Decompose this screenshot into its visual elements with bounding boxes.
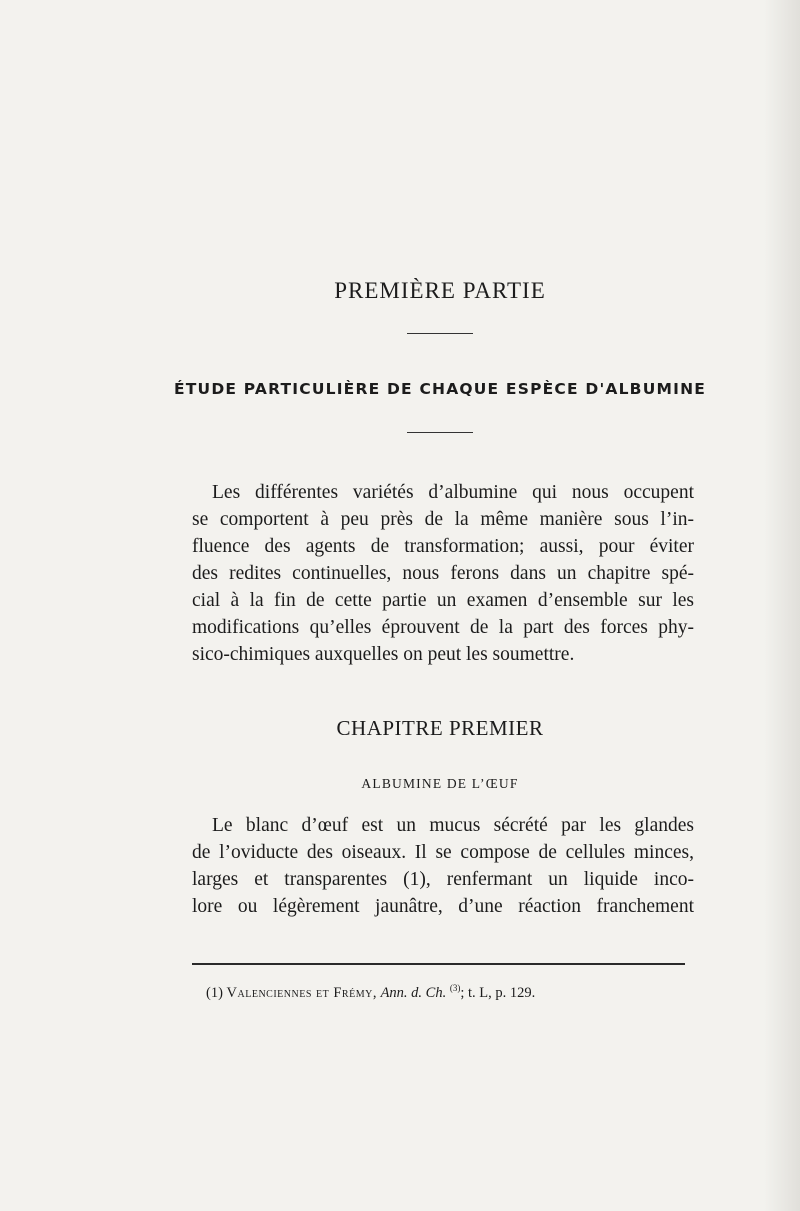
intro-line: sico-chimiques auxquelles on peut les soumettre. [192, 644, 575, 665]
chapter-line: de l’oviducte des oiseaux. Il se compose de cellules minces, [192, 842, 694, 863]
part-title: PREMIÈRE PARTIE [334, 278, 546, 303]
section-title: ÉTUDE PARTICULIÈRE DE CHAQUE ESPÈCE D'ALBUMINE [173, 380, 707, 398]
chapter-line: lore ou légèrement jaunâtre, d’une réaction franchement [192, 896, 694, 917]
chapter-line: larges et transparentes (1), renfermant un liquide inco- [192, 869, 694, 890]
footnote-marker: (1) [206, 984, 223, 1001]
footnote-reference: ; t. L, p. 129. [460, 984, 536, 1001]
page-edge-shadow [764, 0, 800, 1211]
intro-line: Les différentes variétés d’albumine qui nous occupent [212, 482, 694, 503]
intro-line: fluence des agents de transformation; aussi, pour éviter [192, 536, 694, 557]
footnote [206, 983, 535, 1002]
intro-line: cial à la fin de cette partie un examen d’ensemble sur les [192, 590, 694, 611]
intro-line: se comportent à peu près de la même manière sous l’in- [192, 509, 694, 530]
chapter-paragraph [192, 812, 694, 920]
footnote-authors: Valenciennes et Frémy, [226, 984, 377, 1001]
footnote-journal: Ann. d. Ch. [380, 984, 447, 1001]
footnote-rule [192, 963, 685, 965]
intro-line: des redites continuelles, nous ferons dans un chapitre spé- [192, 563, 694, 584]
footnote-series: (3) [449, 983, 461, 993]
intro-line: modifications qu’elles éprouvent de la part des forces phy- [192, 617, 694, 638]
chapter-title: CHAPITRE PREMIER [336, 716, 544, 740]
intro-paragraph [192, 479, 694, 668]
title-rule-bottom [407, 432, 473, 433]
chapter-subtitle: ALBUMINE DE L’ŒUF [361, 776, 519, 791]
chapter-line: Le blanc d’œuf est un mucus sécrété par les glandes [212, 815, 694, 836]
title-rule-top [407, 333, 473, 334]
